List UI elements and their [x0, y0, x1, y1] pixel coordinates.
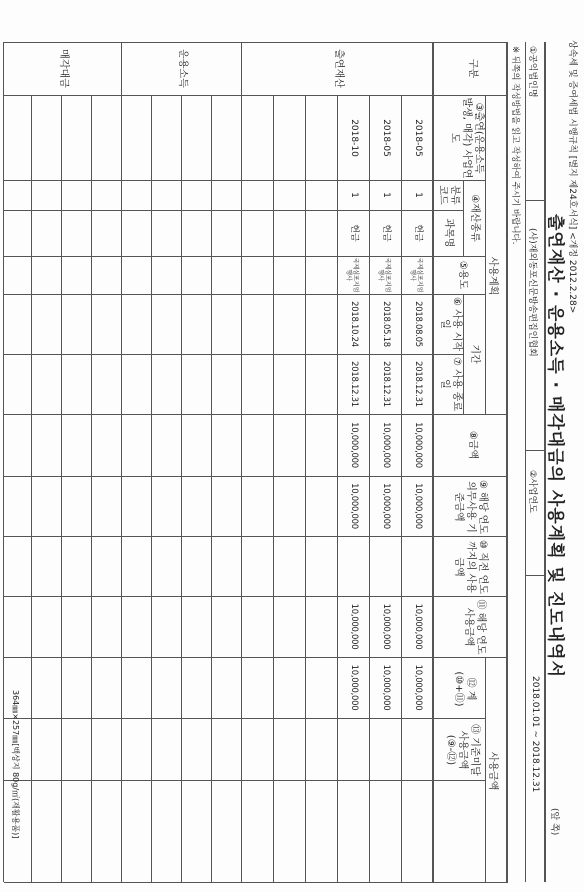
year-value: 2018.01.01 ~ 2018.12.31 [530, 676, 540, 793]
footer-paper-spec: 364㎜×257㎜[백상지 80g/㎡(재활용품)] [11, 690, 20, 839]
info-div-1 [526, 200, 546, 201]
col-rule-13 [4, 780, 486, 781]
table-cell-purpose: 국제심포지엄행사 [408, 257, 423, 293]
table-cell-year: 2018-10 [349, 119, 359, 157]
col9-header: ⑨ 해당 연도 의무사용 기준금액 [453, 480, 488, 534]
category-header: 구분 [467, 58, 478, 79]
col4a-header: 분류 코드 [437, 185, 460, 205]
section-label-sale: 매각대금 [58, 49, 69, 88]
table-cell-subject: 현금 [349, 224, 359, 242]
row-rule-8 [151, 95, 152, 882]
col6-header: ⑥ 사용 시작일 [439, 297, 462, 351]
col7-header: ⑦ 사용 종료일 [439, 357, 462, 411]
col-rule-8 [4, 476, 508, 477]
notice-text: ※ 뒤쪽의 작성방법을 읽고 작성하여 주시기 바랍니다. [510, 46, 520, 245]
row-rule-5 [273, 95, 274, 882]
table-cell-subject: 현금 [413, 224, 423, 242]
table-cell-subject: 현금 [381, 224, 391, 242]
table-cell-amount: 10,000,000 [349, 422, 359, 468]
header-bottom-rule [432, 42, 434, 882]
table-cell-end: 2018.12.31 [381, 361, 391, 407]
plan-group-rule [485, 95, 486, 414]
col10-header: ⑩ 직전 연도 까지의 사용금액 [453, 540, 488, 594]
table-cell-purpose: 국제심포지엄행사 [376, 257, 391, 293]
row-rule-9 [91, 95, 92, 882]
col13-header: ⑬ 기준미달 사용금액 (⑨-⑫) [445, 724, 480, 776]
info-div-3 [526, 575, 546, 576]
table-cell-required: 10,000,000 [349, 483, 359, 529]
col3-header: ③출연(운용소득 발생, 매각) 사업연도 [449, 97, 484, 179]
period-group-header: 기간 [469, 344, 480, 364]
info-top-rule [544, 42, 546, 882]
col-rule-1 [4, 95, 508, 96]
row-rule-7 [181, 95, 182, 882]
row-rule-11 [31, 95, 32, 882]
table-cell-year: 2018-05 [381, 119, 391, 157]
info-bottom-rule [525, 42, 526, 882]
org-label: ①공익법인명 [527, 46, 537, 98]
col-rule-7 [4, 414, 508, 415]
table-cell-code: 1 [413, 192, 423, 198]
table-cell-required: 10,000,000 [413, 483, 423, 529]
table-cell-end: 2018.12.31 [349, 361, 359, 407]
col8-header: ⑧금액 [467, 430, 478, 460]
table-cell-current: 10,000,000 [413, 603, 423, 650]
table-cell-amount: 10,000,000 [413, 422, 423, 468]
table-right-rule [4, 882, 508, 883]
col-rule-12 [4, 718, 486, 719]
col-rule-6 [4, 354, 464, 355]
table-cell-current: 10,000,000 [381, 603, 391, 650]
row-rule-4 [305, 95, 306, 882]
plan-group-header: 사용계획 [487, 256, 498, 296]
section-label-income: 운용소득 [177, 49, 188, 88]
table-cell-start: 2018.08.05 [413, 301, 423, 347]
info-div-2 [526, 450, 546, 451]
col12-header: ⑫ 계 (⑩+⑪) [453, 671, 476, 707]
table-cell-total: 10,000,000 [349, 664, 359, 711]
col-rule-9 [4, 536, 508, 537]
row-rule-2 [369, 95, 370, 882]
table-cell-end: 2018.12.31 [413, 361, 423, 407]
table-cell-required: 10,000,000 [381, 483, 391, 529]
row-rule-10 [61, 95, 62, 882]
table-cell-total: 10,000,000 [413, 664, 423, 711]
row-rule-6 [211, 95, 212, 882]
table-cell-purpose: 국제심포지엄행사 [344, 257, 359, 293]
col11-header: ⑪ 해당 연도 사용금액 [463, 599, 486, 655]
table-cell-code: 1 [381, 192, 391, 198]
table-cell-start: 2018.10.24 [349, 301, 359, 347]
col4b-header: 과목명 [443, 218, 454, 248]
amount-group-rule [485, 657, 486, 882]
org-name: (사)재외동포신문방송편집인협회 [527, 228, 537, 357]
row-rule-1 [401, 95, 402, 882]
form-header: 상속세 및 증여세법 시행규칙 [별지 제24호서식] <개정 2012.2.28> [567, 40, 577, 314]
section-label-donated: 출연재산 [333, 49, 344, 88]
amount-group-header: 사용금액 [487, 751, 498, 791]
form-title: 출연재산 · 운용소득 · 매각대금의 사용계획 및 진도내역서 [545, 213, 565, 679]
table-cell-code: 1 [349, 192, 359, 198]
table-bottom-rule [3, 42, 4, 882]
table-cell-amount: 10,000,000 [381, 422, 391, 468]
table-cell-total: 10,000,000 [381, 664, 391, 711]
section-rule-2 [121, 42, 122, 882]
table-cell-start: 2018.05.18 [381, 301, 391, 347]
col4-header: ④재산종류 [469, 194, 480, 242]
row-rule-3 [337, 95, 338, 882]
asset-group-rule [463, 180, 464, 256]
col-rule-11 [4, 657, 508, 658]
col5-header: ⑤용도 [457, 260, 468, 290]
year-label: ②사업연도 [527, 470, 537, 513]
table-cell-current: 10,000,000 [349, 603, 359, 650]
section-rule-1 [241, 42, 242, 882]
page-mark: (앞 쪽) [549, 808, 559, 836]
table-top-rule [506, 42, 508, 882]
col-rule-10 [4, 596, 508, 597]
table-cell-year: 2018-05 [413, 119, 423, 157]
col-rule-3 [4, 210, 464, 211]
